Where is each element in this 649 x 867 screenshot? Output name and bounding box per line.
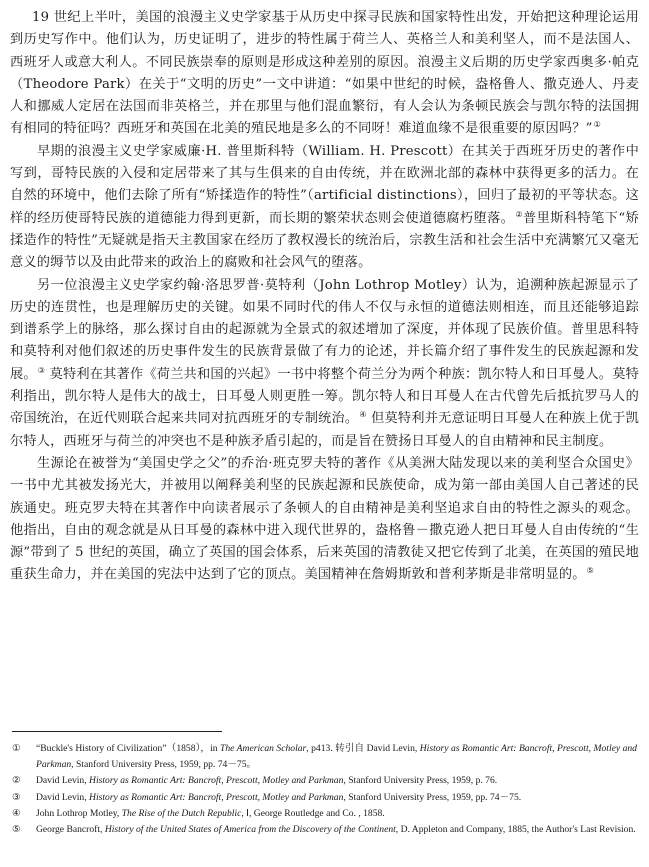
paragraph-4 bbox=[10, 453, 639, 587]
paragraph-1 bbox=[10, 7, 639, 141]
footnote-4 bbox=[12, 806, 637, 822]
body-text bbox=[10, 7, 639, 587]
paragraph-3-text-a: 另一位浪漫主义史学家约翰·洛思罗普·莫特利（John Lothrop Motley）认为，追溯种族起源显示了历史的连贯性，也是理解历史的关键。如果不同时代的伟人不仅与永恒的道德法则相连，而且还能够追踪到谱系学上的脉络，那么探讨自由的起源就为全景式的叙述增加了深度，并体现了民族价值。普里思科特和莫特利对他们叙述的历史事件发生的民族背景做了有力的论述，并长篇介绍了事件发生的民族起源和发展。 bbox=[10, 277, 639, 382]
footnote-ref-5[interactable]: ⑤ bbox=[586, 566, 595, 576]
paragraph-2-text-a: 早期的浪漫主义史学家威廉·H. 普里斯科特（William. H. Prescott）在其关于西班牙历史的著作中写到，哥特民族的入侵和定居带来了其与生俱来的自由传统，并在欧洲北部的森林中获得更多的活力。在自然的环境中，他们去除了所有“矫揉造作的特性”（artificial distinctions），回归了最初的平等状态。这样的经历使哥特民族的道德能力得到更新，而长期的繁荣状态则会使道德腐朽堕落。 bbox=[10, 143, 639, 226]
footnote-text-part: , p413. 转引自 David Levin, bbox=[306, 743, 420, 754]
paragraph-1-text: 19 世纪上半叶，美国的浪漫主义史学家基于从历史中探寻民族和国家特性出发，开始把这种理论运用到历史写作中。他们认为，历史证明了，进步的特性属于荷兰人、英格兰人和美利坚人，而不是法国人、西班牙人或意大利人。不同民族崇奉的原则是形成这种差别的原因。浪漫主义后期的历史学家西奥多·帕克（Theodore Park）在关于“文明的历史”一文中讲道：“如果中世纪的时候，盎格鲁人、撒克逊人、丹麦人和挪威人定居在法国而非英格兰，并在那里与他们混血繁衍，有人会认为条顿民族会与凯尔特的法国拥有相同的特征吗？西班牙和英国在北美的殖民地是多么的不同呀！难道血缘不是很重要的原因吗？” bbox=[10, 10, 639, 137]
footnote-text-part: David Levin, bbox=[36, 791, 90, 803]
footnote-number: ⑤ bbox=[12, 824, 21, 836]
footnote-title: History as Romantic Art: Bancroft, Prescott, Motley and Parkman bbox=[89, 791, 344, 803]
footnote-text bbox=[36, 822, 637, 838]
footnote-text-part: David Levin, bbox=[36, 775, 90, 787]
footnote-text-part: , Ⅰ, George Routledge and Co. , 1858. bbox=[241, 807, 385, 819]
footnote-text bbox=[36, 773, 637, 789]
footnote-title: The Rise of the Dutch Republic bbox=[121, 807, 242, 819]
paragraph-3 bbox=[10, 275, 639, 453]
footnote-2 bbox=[12, 773, 637, 789]
footnote-title: The American Scholar bbox=[220, 743, 307, 754]
footnote-number: ② bbox=[12, 775, 21, 787]
footnote-ref-3[interactable]: ③ bbox=[37, 365, 46, 375]
footnote-text-part: , Stanford University Press, 1959, pp. 74－75. bbox=[343, 791, 522, 803]
footnote-5 bbox=[12, 822, 637, 838]
footnote-text-part: “Buckle's History of Civilization”（1858），in bbox=[36, 743, 220, 754]
footnote-3 bbox=[12, 790, 637, 806]
footnote-text-part: , Stanford University Press, 1959, pp. 74－75。 bbox=[71, 759, 257, 771]
paragraph-2 bbox=[10, 141, 639, 275]
footnote-ref-1[interactable]: ① bbox=[593, 120, 601, 130]
footnote-ref-4[interactable]: ④ bbox=[359, 410, 367, 420]
paragraph-4-text: 生源论在被誉为“美国史学之父”的乔治·班克罗夫特的著作《从美洲大陆发现以来的美利坚合众国史》一书中尤其被发扬光大，并被用以阐释美利坚的民族起源和民族使命，成为第一部由美国人自己著述的民族通史。班克罗夫特在其著作中向读者展示了条顿人的自由精神是美利坚追求自由的特性之源头的观念。他指出，自由的观念就是从日耳曼的森林中进入现代世界的，盎格鲁－撒克逊人把日耳曼人自由传统的“生源”带到了 5 世纪的英国，确立了英国的国会体系，后来英国的清教徒又把它传到了北美，在英国的殖民地重获生命力，并在美国的宪法中达到了它的顶点。美国精神在詹姆斯敦和普利茅斯是非常明显的。 bbox=[10, 455, 639, 583]
paragraph-3-text-c: 但莫特利并无意证明日耳曼人在种族上优于凯尔特人，西班牙与荷兰的冲突也不是种族矛盾引起的，而是旨在赞扬日耳曼人的自由精神和民主制度。 bbox=[10, 411, 640, 449]
footnote-text bbox=[36, 790, 637, 806]
footnotes bbox=[12, 741, 637, 838]
footnote-text bbox=[36, 806, 637, 822]
footnote-number: ④ bbox=[12, 807, 21, 819]
footnote-text bbox=[36, 741, 637, 773]
footnote-title: History of the United States of America from the Discovery of the Continent bbox=[104, 824, 396, 836]
paragraph-3-text-b: 莫特利在其著作《荷兰共和国的兴起》一书中将整个荷兰分为两个种族：凯尔特人和日耳曼人。莫特利指出，凯尔特人是伟大的战士，日耳曼人则更胜一筹。凯尔特人和日耳曼人在古代曾先后抵抗罗马人的帝国统治，在近代则联合起来共同对抗西班牙的专制统治。 bbox=[10, 366, 639, 427]
footnote-title: History as Romantic Art: Bancroft, Prescott, Motley and Parkman bbox=[36, 743, 637, 771]
footnote-text-part: John Lothrop Motley, bbox=[36, 807, 122, 819]
footnote-title: History as Romantic Art: Bancroft, Prescott, Motley and Parkman bbox=[89, 775, 344, 787]
footnote-1 bbox=[12, 741, 637, 773]
footnote-ref-2[interactable]: ② bbox=[515, 209, 523, 219]
footnote-text-part: George Bancroft, bbox=[36, 824, 105, 836]
paragraph-2-text-b: 普里斯科特笔下“矫揉造作的特性”无疑就是指天主教国家在经历了教权漫长的统治后，宗教生活和社会生活中充满繁冗又毫无意义的缛节以及由此带来的政治上的腐败和社会风气的堕落。 bbox=[10, 210, 639, 271]
footnote-text-part: , D. Appleton and Company, 1885, the Author's Last Revision. bbox=[395, 824, 636, 836]
footnote-number: ③ bbox=[12, 791, 21, 803]
footnote-number: ① bbox=[12, 743, 21, 754]
footnote-text-part: , Stanford University Press, 1959, p. 76. bbox=[343, 775, 498, 787]
footnote-divider bbox=[12, 731, 222, 732]
